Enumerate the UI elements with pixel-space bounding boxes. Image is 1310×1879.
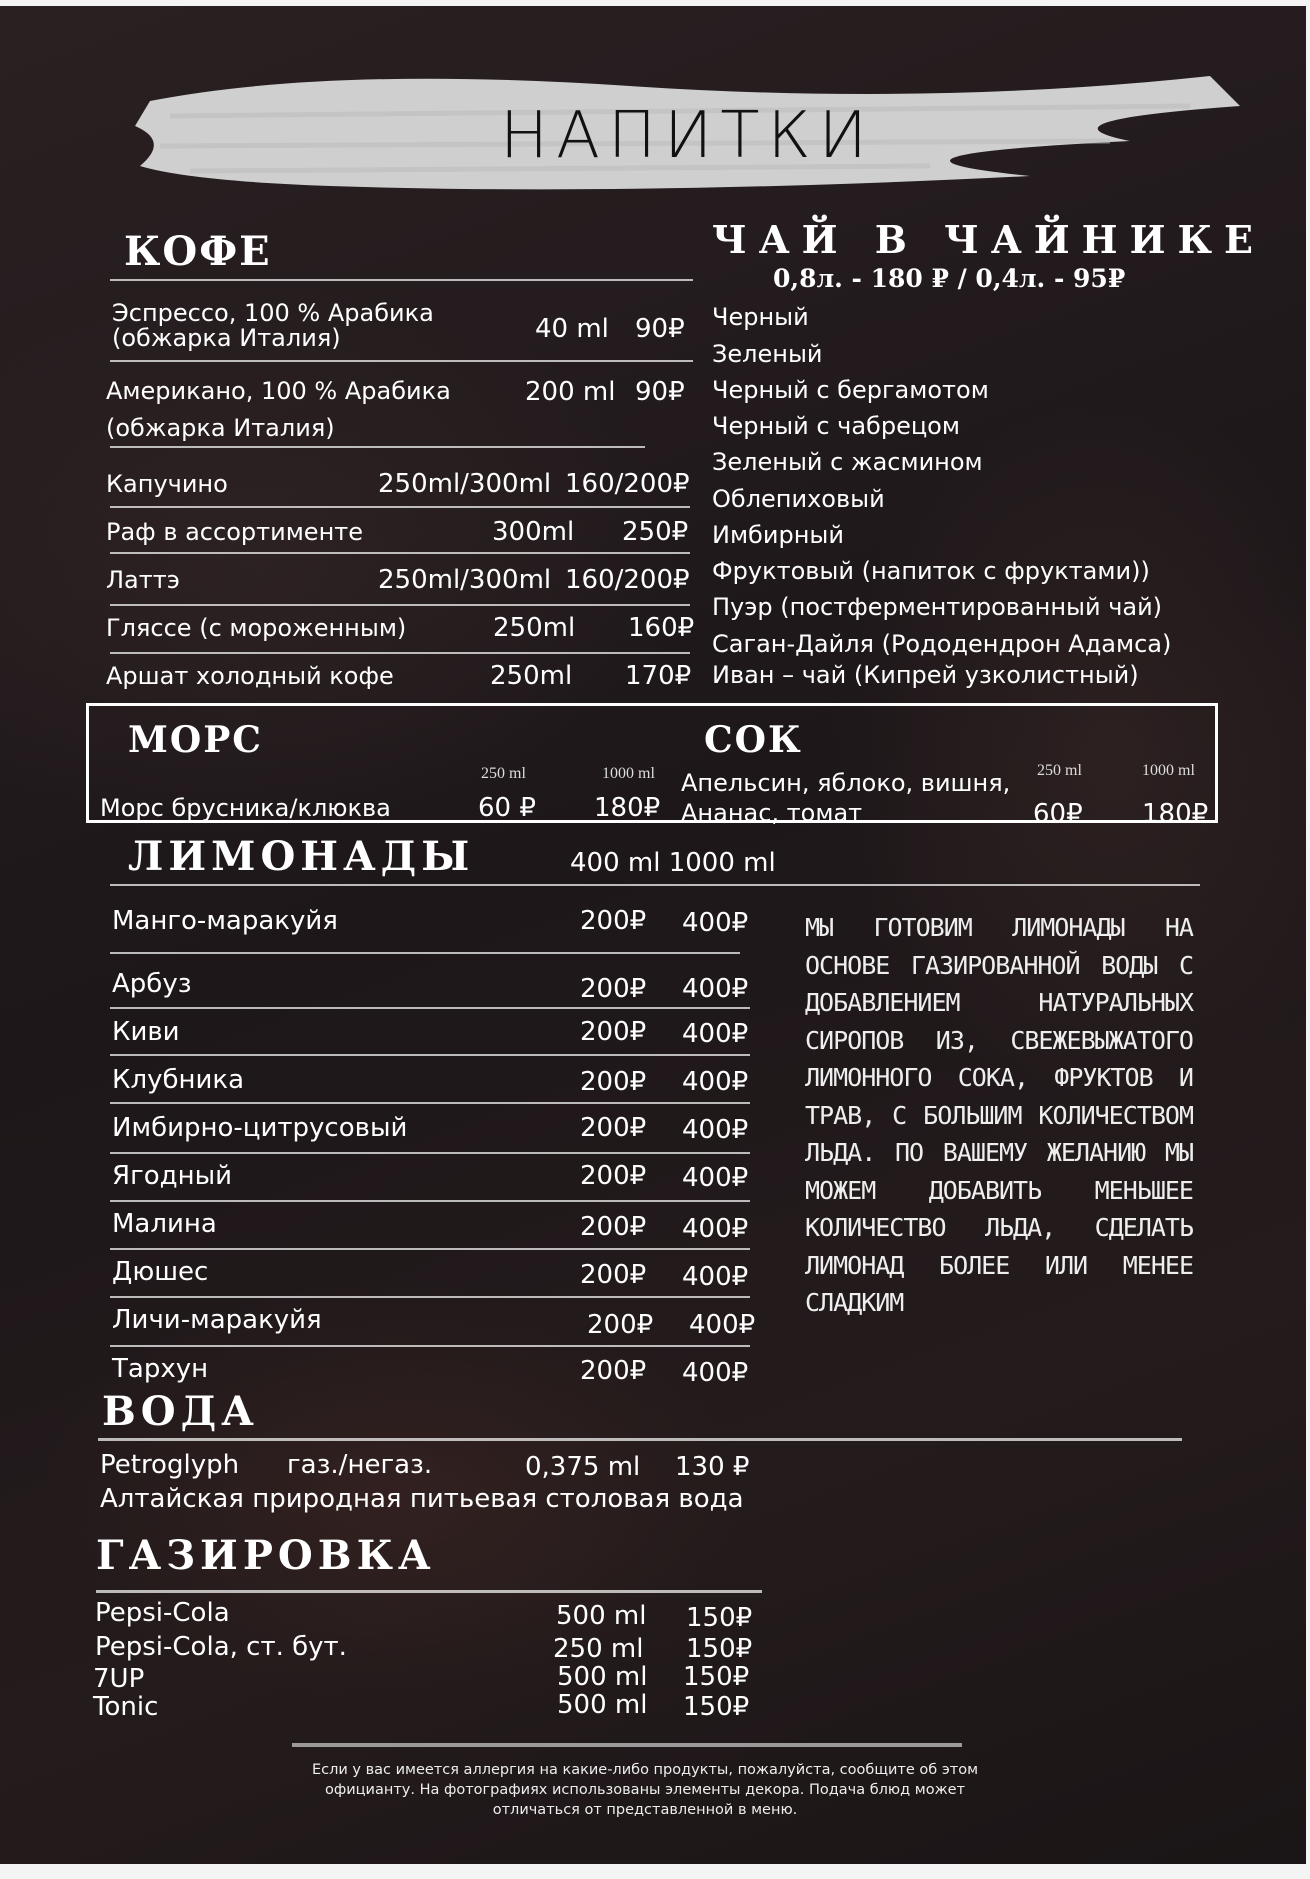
lemonades-heading: ЛИМОНАДЫ bbox=[128, 833, 475, 880]
divider bbox=[110, 360, 693, 362]
divider bbox=[110, 279, 693, 281]
tea-prices: 0,8л. - 180 ₽ / 0,4л. - 95₽ bbox=[773, 264, 1126, 293]
lemonade-price-1000: 400₽ bbox=[682, 1163, 749, 1193]
footer-note: Если у вас имеется аллергия на какие-либо продукты, пожалуйста, сообщите об этом официанту. На фотографиях использованы элементы декора. Подача блюд может отличаться от представленной в меню. bbox=[311, 1762, 979, 1818]
coffee-item-price: 90₽ bbox=[635, 314, 685, 344]
mors-item: Морс брусника/клюква bbox=[100, 794, 391, 822]
coffee-item-price: 160₽ bbox=[628, 613, 695, 643]
coffee-item-price: 160/200₽ bbox=[565, 469, 690, 499]
water-volume: 0,375 ml bbox=[525, 1452, 641, 1482]
soda-name: Pepsi-Cola, ст. бут. bbox=[95, 1632, 347, 1662]
tea-item: Саган-Дайля (Рододендрон Адамса) bbox=[712, 630, 1172, 658]
juice-line-2: Ананас, томат bbox=[681, 799, 863, 827]
page-title: НАПИТКИ bbox=[500, 99, 875, 173]
divider bbox=[110, 1007, 750, 1009]
coffee-heading: КОФЕ bbox=[124, 228, 272, 275]
coffee-item-volume: 250ml/300ml bbox=[378, 565, 552, 595]
lemonade-price-1000: 400₽ bbox=[682, 908, 749, 938]
lemonade-name: Ягодный bbox=[112, 1161, 233, 1191]
mors-price-large: 180₽ bbox=[594, 793, 661, 823]
soda-price: 150₽ bbox=[686, 1603, 753, 1633]
lemonades-note: МЫ ГОТОВИМ ЛИМОНАДЫ НА ОСНОВЕ ГАЗИРОВАННОЙ ВОДЫ С ДОБАВЛЕНИЕМ НАТУРАЛЬНЫХ СИРОПОВ ИЗ, СВЕЖЕВЫЖАТОГО ЛИМОННОГО СОКА, ФРУКТОВ И ТРАВ, С БОЛЬШИМ КОЛИЧЕСТВОМ ЛЬДА. ПО ВАШЕМУ ЖЕЛАНИЮ МЫ МОЖЕМ ДОБАВИТЬ МЕНЬШЕЕ КОЛИЧЕСТВО ЛЬДА, СДЕЛАТЬ ЛИМОНАД БОЛЕЕ ИЛИ МЕНЕЕ СЛАДКИМ bbox=[805, 913, 1193, 1317]
soda-heading: ГАЗИРОВКА bbox=[96, 1532, 436, 1579]
lemonades-sizes: 400 ml 1000 ml bbox=[570, 848, 776, 878]
mors-heading: МОРС bbox=[128, 719, 263, 761]
menu-page bbox=[0, 6, 1306, 1864]
coffee-item-volume: 40 ml bbox=[535, 314, 609, 344]
lemonade-price-1000: 400₽ bbox=[682, 974, 749, 1004]
soda-name: Tonic bbox=[93, 1692, 159, 1722]
soda-volume: 500 ml bbox=[557, 1690, 648, 1720]
lemonade-price-400: 200₽ bbox=[580, 1067, 647, 1097]
lemonade-name: Манго-маракуйя bbox=[112, 906, 338, 936]
divider bbox=[98, 1438, 1182, 1441]
water-type: газ./негаз. bbox=[287, 1450, 433, 1480]
juice-price-small: 60₽ bbox=[1033, 799, 1083, 829]
tea-item: Имбирный bbox=[712, 521, 844, 549]
lemonade-price-400: 200₽ bbox=[580, 1113, 647, 1143]
coffee-item-volume: 250ml/300ml bbox=[378, 469, 552, 499]
lemonade-price-400: 200₽ bbox=[580, 1212, 647, 1242]
mors-size-large: 1000 ml bbox=[602, 765, 655, 782]
tea-item: Пуэр (постферментированный чай) bbox=[712, 593, 1163, 621]
coffee-item-price: 170₽ bbox=[625, 661, 692, 691]
coffee-item-name: Латтэ bbox=[106, 566, 180, 594]
lemonade-name: Тархун bbox=[112, 1354, 209, 1384]
lemonade-price-400: 200₽ bbox=[580, 1356, 647, 1386]
coffee-item-price: 160/200₽ bbox=[565, 565, 690, 595]
tea-item: Фруктовый (напиток с фруктами)) bbox=[712, 557, 1150, 585]
lemonade-price-1000: 400₽ bbox=[682, 1019, 749, 1049]
soda-price: 150₽ bbox=[683, 1692, 750, 1722]
soda-volume: 250 ml bbox=[553, 1634, 644, 1664]
water-name: Petroglyph bbox=[100, 1450, 240, 1480]
coffee-item-name: Капучино bbox=[106, 470, 228, 498]
divider bbox=[110, 552, 690, 554]
mors-price-small: 60 ₽ bbox=[478, 793, 536, 823]
lemonade-name: Клубника bbox=[112, 1065, 245, 1095]
soda-name: Pepsi-Cola bbox=[95, 1598, 230, 1628]
lemonade-price-400: 200₽ bbox=[580, 906, 647, 936]
tea-item: Облепиховый bbox=[712, 485, 885, 513]
coffee-item-name: Эспрессо, 100 % Арабика (обжарка Италия) bbox=[112, 299, 434, 352]
lemonade-name: Арбуз bbox=[112, 969, 192, 999]
juice-size-small: 250 ml bbox=[1037, 762, 1082, 779]
divider bbox=[110, 652, 690, 654]
lemonade-price-1000: 400₽ bbox=[682, 1358, 749, 1388]
divider bbox=[110, 1152, 750, 1154]
soda-price: 150₽ bbox=[683, 1662, 750, 1692]
lemonade-price-400: 200₽ bbox=[580, 1161, 647, 1191]
soda-volume: 500 ml bbox=[556, 1601, 647, 1631]
soda-volume: 500 ml bbox=[557, 1662, 648, 1692]
lemonade-name: Личи-маракуйя bbox=[112, 1305, 322, 1335]
divider bbox=[110, 884, 1200, 886]
coffee-item-price: 90₽ bbox=[635, 377, 685, 407]
lemonade-price-1000: 400₽ bbox=[682, 1262, 749, 1292]
coffee-item-price: 250₽ bbox=[622, 517, 689, 547]
divider bbox=[110, 506, 690, 508]
mors-size-small: 250 ml bbox=[481, 765, 526, 782]
tea-heading: ЧАЙ В ЧАЙНИКЕ bbox=[712, 217, 1266, 262]
divider bbox=[110, 446, 645, 448]
lemonade-price-1000: 400₽ bbox=[682, 1214, 749, 1244]
lemonade-price-400: 200₽ bbox=[580, 1017, 647, 1047]
lemonade-name: Малина bbox=[112, 1209, 217, 1239]
lemonade-price-1000: 400₽ bbox=[682, 1115, 749, 1145]
juice-price-large: 180₽ bbox=[1142, 799, 1209, 829]
water-description: Алтайская природная питьевая столовая вода bbox=[100, 1484, 744, 1514]
tea-item: Зеленый с жасмином bbox=[712, 448, 983, 476]
juice-heading: СОК bbox=[704, 719, 803, 761]
divider bbox=[110, 1102, 750, 1104]
lemonade-price-400: 200₽ bbox=[580, 1260, 647, 1290]
coffee-item-name: Аршат холодный кофе bbox=[106, 662, 394, 690]
coffee-item-name: Раф в ассортименте bbox=[106, 518, 364, 546]
tea-item: Черный с бергамотом bbox=[712, 376, 989, 404]
coffee-item-name: Гляссе (с мороженным) bbox=[106, 614, 407, 642]
divider bbox=[110, 1345, 750, 1347]
lemonade-name: Дюшес bbox=[112, 1257, 209, 1287]
coffee-item-name: Американо, 100 % Арабика (обжарка Италия) bbox=[106, 377, 451, 442]
soda-price: 150₽ bbox=[686, 1634, 753, 1664]
lemonade-price-1000: 400₽ bbox=[689, 1310, 756, 1340]
divider bbox=[110, 1248, 750, 1250]
tea-item: Зеленый bbox=[712, 340, 823, 368]
lemonade-price-400: 200₽ bbox=[580, 974, 647, 1004]
tea-item: Черный bbox=[712, 303, 809, 331]
tea-item: Иван – чай (Кипрей узколистный) bbox=[712, 661, 1139, 689]
soda-name: 7UP bbox=[93, 1664, 145, 1694]
divider bbox=[110, 952, 740, 954]
water-price: 130 ₽ bbox=[675, 1452, 750, 1482]
divider bbox=[96, 1590, 762, 1593]
coffee-item-volume: 200 ml bbox=[525, 377, 616, 407]
coffee-item-volume: 250ml bbox=[490, 661, 573, 691]
lemonade-name: Киви bbox=[112, 1017, 180, 1047]
divider bbox=[110, 1054, 750, 1056]
juice-line-1: Апельсин, яблоко, вишня, bbox=[681, 769, 1011, 797]
lemonade-price-1000: 400₽ bbox=[682, 1067, 749, 1097]
coffee-item-volume: 250ml bbox=[493, 613, 576, 643]
coffee-item-volume: 300ml bbox=[492, 517, 575, 547]
divider bbox=[110, 604, 690, 606]
footer-divider bbox=[292, 1743, 962, 1747]
juice-size-large: 1000 ml bbox=[1142, 762, 1195, 779]
tea-item: Черный с чабрецом bbox=[712, 412, 960, 440]
divider bbox=[110, 1200, 750, 1202]
lemonade-price-400: 200₽ bbox=[587, 1310, 654, 1340]
water-heading: ВОДА bbox=[102, 1388, 259, 1435]
divider bbox=[110, 1296, 750, 1298]
lemonade-name: Имбирно-цитрусовый bbox=[112, 1113, 408, 1143]
